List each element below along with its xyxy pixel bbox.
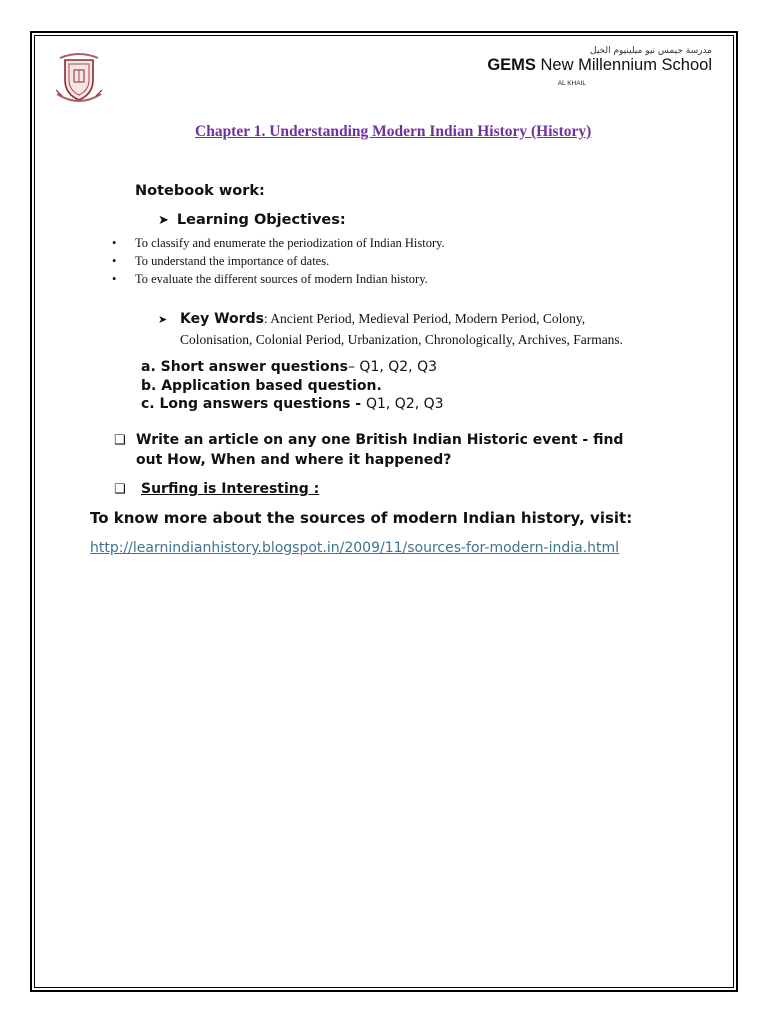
school-brand <box>487 46 712 87</box>
know-more-text: To know more about the sources of modern Indian history, visit: <box>90 509 633 527</box>
checkbox-bullet-icon: ❑ <box>114 482 126 497</box>
key-words-label: Key Words <box>180 311 264 327</box>
list-item <box>141 395 444 414</box>
question-label: b. Application based question. <box>141 377 382 394</box>
question-detail: Q1, Q2, Q3 <box>365 396 444 412</box>
objective-text: To classify and enumerate the periodization of Indian History. <box>135 236 445 250</box>
list-item <box>112 270 445 288</box>
bullet-icon: • <box>112 272 117 286</box>
bullet-icon: • <box>112 254 117 268</box>
key-words-line-1 <box>158 309 623 330</box>
arrow-bullet-icon: ➤ <box>158 314 168 326</box>
objectives-list <box>112 234 445 288</box>
article-line-1 <box>114 431 623 451</box>
key-words <box>158 309 623 350</box>
brand-rest: New Millennium School <box>535 56 712 74</box>
checkbox-bullet-icon: ❑ <box>114 433 126 448</box>
article-task <box>114 431 623 469</box>
key-words-text: : Ancient Period, Medieval Period, Modern Period, Colony, <box>263 311 586 326</box>
surfing-label: Surfing is Interesting : <box>141 481 320 497</box>
article-text-1: Write an article on any one British Indian Historic event - find <box>136 432 624 448</box>
chapter-title: Chapter 1. Understanding Modern Indian History (History) <box>195 123 592 140</box>
question-detail: – Q1, Q2, Q3 <box>347 359 437 375</box>
surfing-heading <box>114 480 319 500</box>
brand-gems: GEMS <box>487 56 536 74</box>
arrow-bullet-icon: ➤ <box>158 213 169 228</box>
question-label: c. Long answers questions - <box>141 396 366 412</box>
list-item <box>112 234 445 252</box>
objective-text: To evaluate the different sources of modern Indian history. <box>135 272 428 286</box>
learning-objectives-heading <box>158 212 346 228</box>
notebook-heading: Notebook work: <box>135 183 265 199</box>
article-text-2: out How, When and where it happened? <box>136 451 452 468</box>
list-item <box>141 358 444 377</box>
school-name-arabic: مدرسة جيمس نيو ميلينيوم الخيل <box>590 46 712 56</box>
key-words-line-2: Colonisation, Colonial Period, Urbanization, Chronologically, Archives, Farmans. <box>180 332 624 347</box>
school-crest-logo <box>54 50 104 108</box>
bullet-icon: • <box>112 236 117 250</box>
school-name <box>487 56 712 75</box>
question-list <box>141 358 444 414</box>
learning-objectives-label: Learning Objectives: <box>176 212 346 228</box>
objective-text: To understand the importance of dates. <box>135 254 330 268</box>
school-location: AL KHAIL <box>557 80 586 87</box>
question-label: a. Short answer questions <box>141 359 348 375</box>
list-item <box>141 377 444 396</box>
list-item <box>112 252 445 270</box>
sources-link[interactable]: http://learnindianhistory.blogspot.in/2009/11/sources-for-modern-india.html <box>90 540 620 556</box>
